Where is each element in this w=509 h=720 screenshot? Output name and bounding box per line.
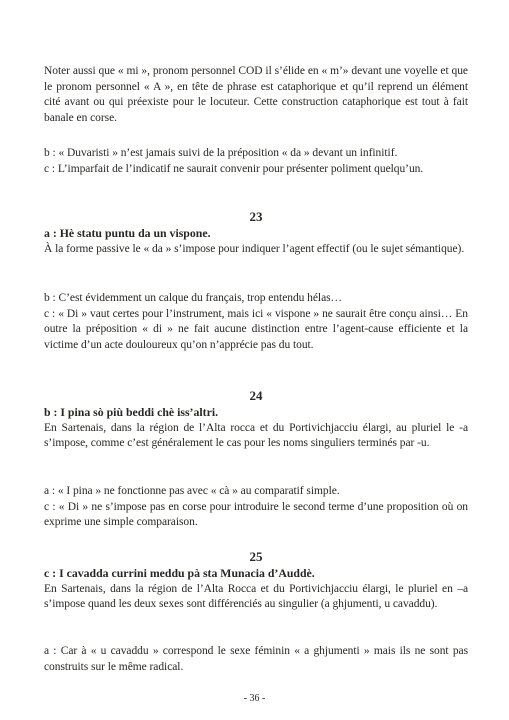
- section-23: [44, 226, 468, 257]
- section-heading: c : I cavadda currini meddu pà sta Munacia d’Auddè.: [44, 566, 315, 580]
- section-23-notes: [44, 291, 468, 354]
- intro-text: Noter aussi que « mi », pronom personnel COD il s’élide en « m’» devant une voyelle et que le pronom personnel « A », en tête de phrase est cataphorique et qu’il reprend un élément cité avant ou qui préexiste pour le locuteur. Cette construction cataphorique est tout à fait banale en corse.: [44, 65, 468, 125]
- section-notes: b : C’est évidemment un calque du français, trop entendu hélas… c : « Di » vaut certes pour l’instrument, mais ici « vispone » ne saurait être conçu ainsi… En outre la préposition « di » ne fait aucune distinction entre l’agent-cause efficiente et la victime d’un acte douloureux qu’on n’apprécie pas du tout.: [44, 292, 468, 352]
- section-number-23: 23: [249, 209, 263, 224]
- section-paragraph: En Sartenais, dans la région de l’Alta Rocca et du Portivichjacciu élargi, le pluriel en –a s’impose quand les deux sexes sont différenciés au singulier (a ghjumenti, u cavaddu).: [44, 582, 468, 611]
- section-heading: b : I pina sò più beddi chè iss’altri.: [44, 405, 219, 419]
- section-number-24: 24: [249, 388, 263, 403]
- section-25: [44, 566, 468, 613]
- section-24-notes: [44, 484, 468, 531]
- page-number: - 36 -: [243, 693, 266, 704]
- section-heading: a : Hè statu puntu da un vispone.: [44, 226, 211, 240]
- intro-notes: [44, 146, 468, 177]
- section-paragraph: À la forme passive le « da » s’impose pour indiquer l’agent effectif (ou le sujet sémantique).: [44, 242, 465, 255]
- section-number-25: 25: [249, 549, 263, 564]
- section-notes: a : « I pina » ne fonctionne pas avec « cà » au comparatif simple. c : « Di » ne s’impose pas en corse pour introduire le second terme d’une proposition où on exprime une simple comparaison.: [44, 485, 468, 529]
- section-paragraph: En Sartenais, dans la région de l’Alta rocca et du Portivichjacciu élargi, au pluriel le -a s’impose, comme c’est généralement le cas pour les noms singuliers terminés par -u.: [44, 421, 468, 450]
- section-25-notes: [44, 644, 468, 675]
- intro-paragraph: [44, 64, 468, 127]
- intro-notes-text: b : « Duvaristi » n’est jamais suivi de la préposition « da » devant un infinitif. c : L’imparfait de l’indicatif ne saurait convenir pour présenter poliment quelqu’un.: [44, 147, 424, 175]
- section-notes: a : Car à « u cavaddu » correspond le sexe féminin « a ghjumenti » mais ils ne sont pas construits sur le même radical.: [44, 645, 468, 673]
- section-24: [44, 405, 468, 452]
